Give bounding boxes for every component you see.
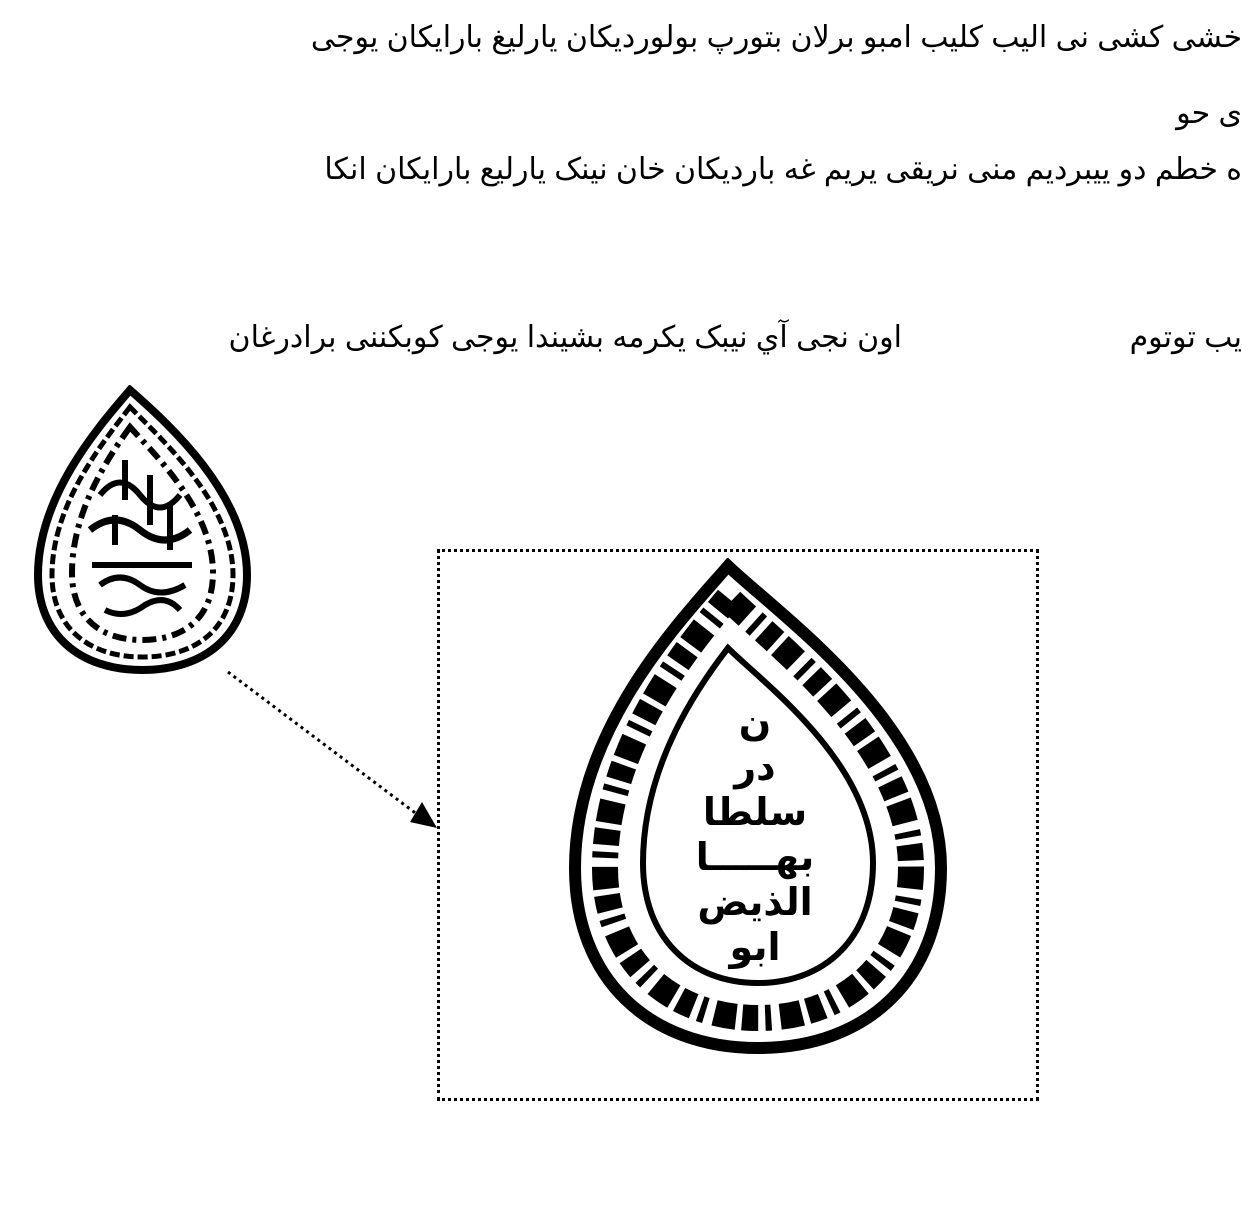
seal-text-line-3: سلطا	[702, 790, 808, 834]
small-seal-image	[30, 385, 255, 675]
text-line-2: ی حو	[1176, 97, 1242, 130]
text-line-3: ه خطم دو ییبردیم منی نریقی یریم غه باردیکان خان نینک یارلیع بارایکان انکا	[324, 153, 1242, 186]
text-line-4-left: اون نجی آي نیبک یکرمه بشیندا یوجی کوبکننی برادرغان	[228, 321, 902, 354]
seal-text-line-6: ابو	[729, 925, 781, 969]
seal-center-inscription	[650, 700, 860, 970]
seal-text-line-4: بهـــــا	[695, 835, 815, 879]
seal-text-line-5: الذیض	[697, 880, 813, 924]
seal-text-line-1: ن	[738, 700, 772, 744]
text-line-4-right: یب توتوم	[1129, 321, 1242, 354]
text-line-1: خشی کشی نی الیب کلیب امبو برلان بتورپ بولوردیکان یارلیغ بارایکان یوجی	[310, 21, 1242, 54]
seal-text-line-2: در	[734, 745, 776, 789]
